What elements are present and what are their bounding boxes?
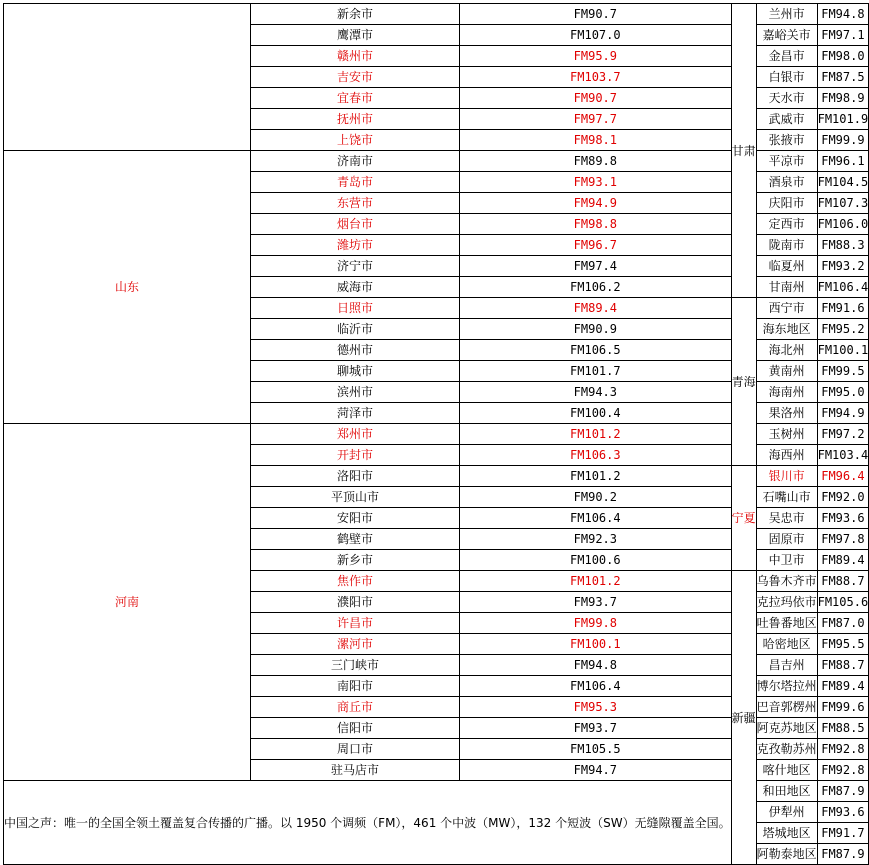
frequency-cell: FM90.2 — [460, 487, 732, 508]
frequency-cell: FM97.8 — [817, 529, 869, 550]
city-cell: 石嘴山市 — [756, 487, 817, 508]
frequency-cell: FM101.2 — [460, 424, 732, 445]
frequency-cell: FM93.6 — [817, 802, 869, 823]
frequency-cell: FM93.2 — [817, 256, 869, 277]
frequency-cell: FM90.7 — [460, 88, 732, 109]
frequency-table — [3, 3, 869, 865]
city-cell: 巴音郭楞州 — [756, 697, 817, 718]
frequency-cell: FM101.2 — [460, 571, 732, 592]
province-cell — [4, 4, 251, 151]
frequency-cell: FM97.7 — [460, 109, 732, 130]
frequency-cell: FM98.1 — [460, 130, 732, 151]
city-cell: 滨州市 — [251, 382, 460, 403]
frequency-cell: FM92.8 — [817, 760, 869, 781]
frequency-cell: FM101.7 — [460, 361, 732, 382]
frequency-cell: FM89.8 — [460, 151, 732, 172]
frequency-cell: FM103.7 — [460, 67, 732, 88]
city-cell: 定西市 — [756, 214, 817, 235]
frequency-cell: FM95.3 — [460, 697, 732, 718]
city-cell: 和田地区 — [756, 781, 817, 802]
city-cell: 黄南州 — [756, 361, 817, 382]
city-cell: 金昌市 — [756, 46, 817, 67]
city-cell: 玉树州 — [756, 424, 817, 445]
city-cell: 烟台市 — [251, 214, 460, 235]
frequency-cell: FM106.4 — [460, 676, 732, 697]
city-cell: 张掖市 — [756, 130, 817, 151]
frequency-cell: FM97.1 — [817, 25, 869, 46]
table-row — [4, 4, 869, 25]
frequency-cell: FM93.1 — [460, 172, 732, 193]
city-cell: 果洛州 — [756, 403, 817, 424]
frequency-cell: FM87.5 — [817, 67, 869, 88]
frequency-cell: FM87.9 — [817, 844, 869, 865]
city-cell: 周口市 — [251, 739, 460, 760]
city-cell: 鹰潭市 — [251, 25, 460, 46]
frequency-cell: FM100.1 — [460, 634, 732, 655]
city-cell: 威海市 — [251, 277, 460, 298]
frequency-cell: FM107.0 — [460, 25, 732, 46]
frequency-cell: FM95.2 — [817, 319, 869, 340]
frequency-cell: FM91.6 — [817, 298, 869, 319]
province-cell: 山东 — [4, 151, 251, 424]
frequency-cell: FM97.2 — [817, 424, 869, 445]
city-cell: 博尔塔拉州 — [756, 676, 817, 697]
city-cell: 驻马店市 — [251, 760, 460, 781]
frequency-cell: FM93.7 — [460, 592, 732, 613]
frequency-cell: FM99.8 — [460, 613, 732, 634]
city-cell: 武威市 — [756, 109, 817, 130]
city-cell: 信阳市 — [251, 718, 460, 739]
city-cell: 开封市 — [251, 445, 460, 466]
city-cell: 临沂市 — [251, 319, 460, 340]
city-cell: 日照市 — [251, 298, 460, 319]
frequency-cell: FM105.6 — [817, 592, 869, 613]
frequency-cell: FM97.4 — [460, 256, 732, 277]
frequency-cell: FM92.0 — [817, 487, 869, 508]
city-cell: 酒泉市 — [756, 172, 817, 193]
frequency-cell: FM91.7 — [817, 823, 869, 844]
city-cell: 阿克苏地区 — [756, 718, 817, 739]
city-cell: 平顶山市 — [251, 487, 460, 508]
frequency-cell: FM88.7 — [817, 655, 869, 676]
frequency-cell: FM106.0 — [817, 214, 869, 235]
city-cell: 聊城市 — [251, 361, 460, 382]
province-cell: 宁夏 — [731, 466, 756, 571]
frequency-cell: FM98.9 — [817, 88, 869, 109]
city-cell: 南阳市 — [251, 676, 460, 697]
city-cell: 上饶市 — [251, 130, 460, 151]
frequency-cell: FM100.6 — [460, 550, 732, 571]
city-cell: 海南州 — [756, 382, 817, 403]
frequency-cell: FM92.8 — [817, 739, 869, 760]
city-cell: 伊犁州 — [756, 802, 817, 823]
frequency-cell: FM101.2 — [460, 466, 732, 487]
city-cell: 哈密地区 — [756, 634, 817, 655]
frequency-cell: FM87.0 — [817, 613, 869, 634]
frequency-cell: FM93.7 — [460, 718, 732, 739]
frequency-cell: FM89.4 — [817, 550, 869, 571]
frequency-cell: FM106.4 — [460, 508, 732, 529]
frequency-cell: FM104.5 — [817, 172, 869, 193]
frequency-cell: FM93.6 — [817, 508, 869, 529]
city-cell: 固原市 — [756, 529, 817, 550]
province-cell: 甘肃 — [731, 4, 756, 298]
city-cell: 吴忠市 — [756, 508, 817, 529]
frequency-cell: FM94.9 — [817, 403, 869, 424]
city-cell: 兰州市 — [756, 4, 817, 25]
frequency-cell: FM100.1 — [817, 340, 869, 361]
frequency-cell: FM94.8 — [817, 4, 869, 25]
city-cell: 庆阳市 — [756, 193, 817, 214]
province-cell: 河南 — [4, 424, 251, 781]
city-cell: 白银市 — [756, 67, 817, 88]
frequency-cell: FM87.9 — [817, 781, 869, 802]
city-cell: 塔城地区 — [756, 823, 817, 844]
frequency-cell: FM98.8 — [460, 214, 732, 235]
frequency-cell: FM106.2 — [460, 277, 732, 298]
frequency-cell: FM90.7 — [460, 4, 732, 25]
city-cell: 许昌市 — [251, 613, 460, 634]
city-cell: 濮阳市 — [251, 592, 460, 613]
frequency-cell: FM90.9 — [460, 319, 732, 340]
city-cell: 新乡市 — [251, 550, 460, 571]
city-cell: 天水市 — [756, 88, 817, 109]
city-cell: 安阳市 — [251, 508, 460, 529]
city-cell: 郑州市 — [251, 424, 460, 445]
frequency-cell: FM96.4 — [817, 466, 869, 487]
city-cell: 洛阳市 — [251, 466, 460, 487]
frequency-cell: FM88.5 — [817, 718, 869, 739]
city-cell: 三门峡市 — [251, 655, 460, 676]
frequency-cell: FM106.3 — [460, 445, 732, 466]
province-cell: 新疆 — [731, 571, 756, 865]
city-cell: 临夏州 — [756, 256, 817, 277]
frequency-cell: FM106.5 — [460, 340, 732, 361]
frequency-cell: FM96.7 — [460, 235, 732, 256]
city-cell: 阿勒泰地区 — [756, 844, 817, 865]
frequency-cell: FM88.7 — [817, 571, 869, 592]
coverage-note: 中国之声：唯一的全国全领土覆盖复合传播的广播。以 1950 个调频（FM），461 个中波（MW），132 个短波（SW）无缝隙覆盖全国。 — [4, 781, 732, 865]
frequency-cell: FM95.5 — [817, 634, 869, 655]
frequency-cell: FM98.0 — [817, 46, 869, 67]
city-cell: 克孜勒苏州 — [756, 739, 817, 760]
city-cell: 焦作市 — [251, 571, 460, 592]
city-cell: 平凉市 — [756, 151, 817, 172]
frequency-cell: FM103.4 — [817, 445, 869, 466]
city-cell: 菏泽市 — [251, 403, 460, 424]
city-cell: 济宁市 — [251, 256, 460, 277]
frequency-cell: FM94.7 — [460, 760, 732, 781]
frequency-cell: FM100.4 — [460, 403, 732, 424]
frequency-cell: FM89.4 — [817, 676, 869, 697]
city-cell: 吐鲁番地区 — [756, 613, 817, 634]
frequency-cell: FM92.3 — [460, 529, 732, 550]
city-cell: 鹤壁市 — [251, 529, 460, 550]
frequency-cell: FM101.9 — [817, 109, 869, 130]
city-cell: 新余市 — [251, 4, 460, 25]
frequency-cell: FM94.8 — [460, 655, 732, 676]
city-cell: 宜春市 — [251, 88, 460, 109]
city-cell: 青岛市 — [251, 172, 460, 193]
frequency-cell: FM99.5 — [817, 361, 869, 382]
city-cell: 抚州市 — [251, 109, 460, 130]
city-cell: 甘南州 — [756, 277, 817, 298]
frequency-cell: FM95.0 — [817, 382, 869, 403]
city-cell: 商丘市 — [251, 697, 460, 718]
frequency-cell: FM107.3 — [817, 193, 869, 214]
city-cell: 西宁市 — [756, 298, 817, 319]
city-cell: 中卫市 — [756, 550, 817, 571]
city-cell: 乌鲁木齐市 — [756, 571, 817, 592]
frequency-cell: FM95.9 — [460, 46, 732, 67]
city-cell: 喀什地区 — [756, 760, 817, 781]
city-cell: 海北州 — [756, 340, 817, 361]
city-cell: 银川市 — [756, 466, 817, 487]
frequency-cell: FM89.4 — [460, 298, 732, 319]
city-cell: 陇南市 — [756, 235, 817, 256]
city-cell: 海东地区 — [756, 319, 817, 340]
city-cell: 济南市 — [251, 151, 460, 172]
frequency-cell: FM106.4 — [817, 277, 869, 298]
frequency-cell: FM99.9 — [817, 130, 869, 151]
city-cell: 德州市 — [251, 340, 460, 361]
frequency-cell: FM99.6 — [817, 697, 869, 718]
city-cell: 东营市 — [251, 193, 460, 214]
frequency-cell: FM88.3 — [817, 235, 869, 256]
city-cell: 海西州 — [756, 445, 817, 466]
province-cell: 青海 — [731, 298, 756, 466]
city-cell: 吉安市 — [251, 67, 460, 88]
frequency-cell: FM94.3 — [460, 382, 732, 403]
city-cell: 昌吉州 — [756, 655, 817, 676]
city-cell: 嘉峪关市 — [756, 25, 817, 46]
city-cell: 潍坊市 — [251, 235, 460, 256]
frequency-cell: FM105.5 — [460, 739, 732, 760]
city-cell: 赣州市 — [251, 46, 460, 67]
frequency-cell: FM94.9 — [460, 193, 732, 214]
frequency-sheet — [3, 3, 869, 865]
city-cell: 漯河市 — [251, 634, 460, 655]
frequency-cell: FM96.1 — [817, 151, 869, 172]
city-cell: 克拉玛依市 — [756, 592, 817, 613]
